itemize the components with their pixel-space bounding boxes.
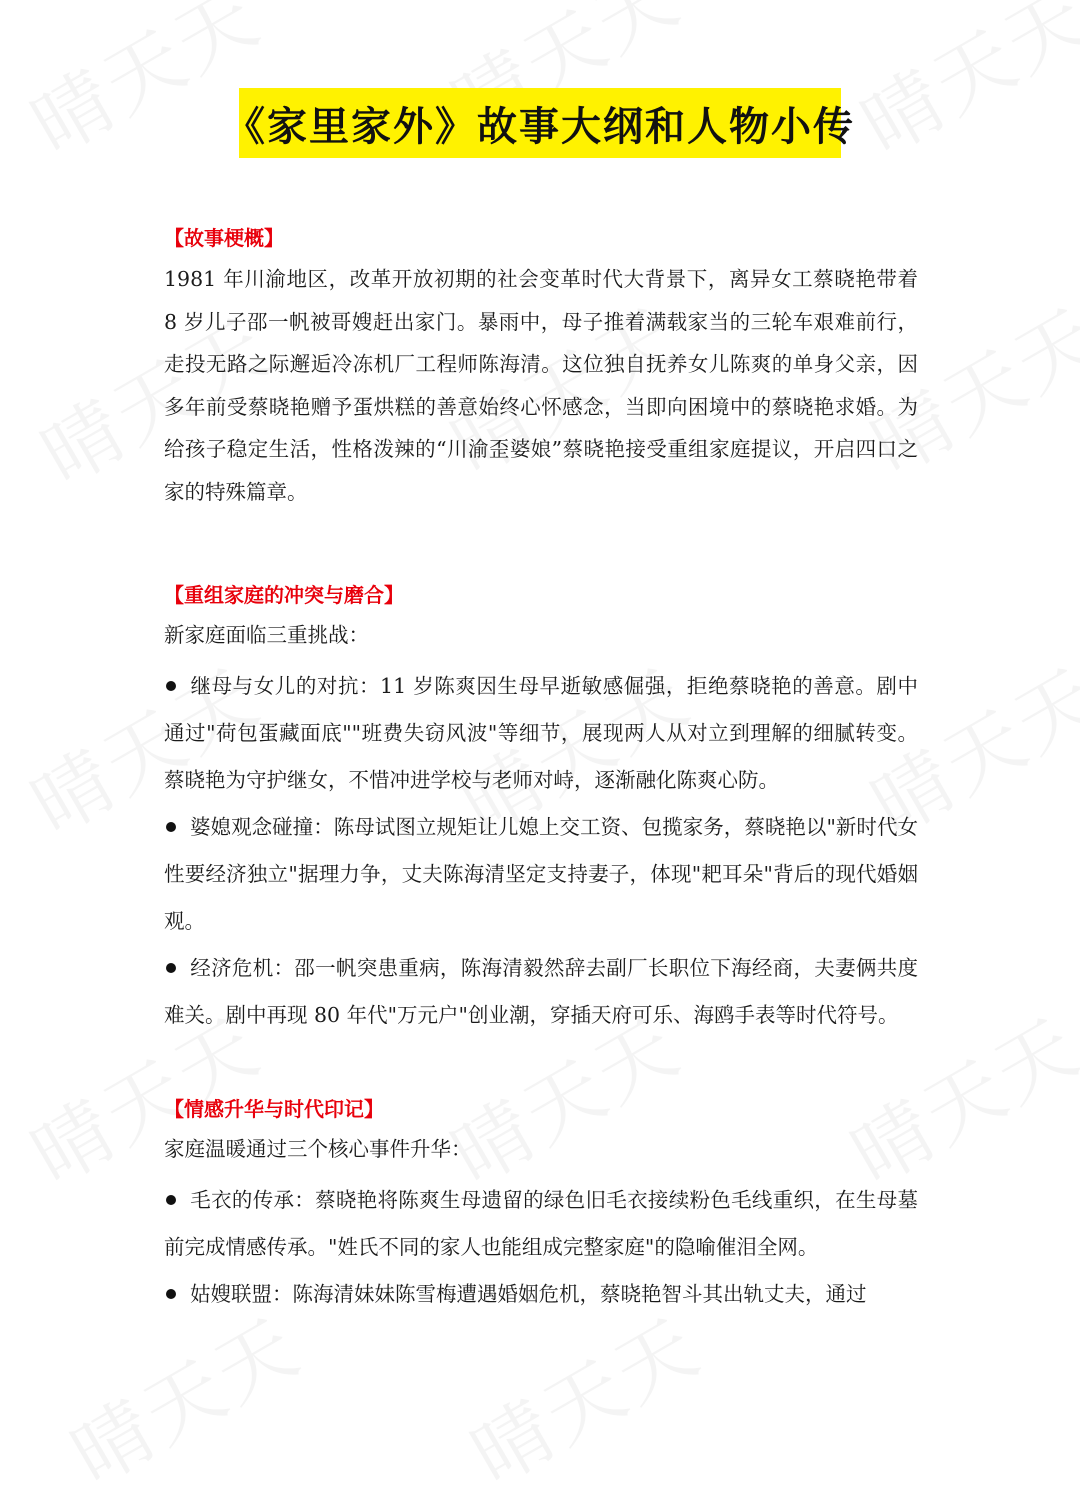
watermark-text	[48, 1286, 317, 1506]
section-heading: 【重组家庭的冲突与磨合】	[164, 583, 404, 607]
watermark-text	[838, 0, 1080, 176]
list-item-text: 经济危机：邵一帆突患重病，陈海清毅然辞去副厂长职位下海经商，夫妻俩共度难关。剧中再现 80 年代"万元户"创业潮，穿插天府可乐、海鸥手表等时代符号。	[164, 956, 918, 1027]
page-title: 《家里家外》故事大纲和人物小传	[225, 102, 855, 150]
list-item-text: 姑嫂联盟：陈海清妹妹陈雪梅遭遇婚姻危机，蔡晓艳智斗其出轨丈夫，通过	[190, 1282, 867, 1306]
list-item-text: 毛衣的传承：蔡晓艳将陈爽生母遗留的绿色旧毛衣接续粉色毛线重织，在生母墓前完成情感传承。"姓氏不同的家人也能组成完整家庭"的隐喻催泪全网。	[164, 1188, 918, 1259]
list-item	[164, 1177, 918, 1271]
section-heading: 【故事梗概】	[164, 226, 284, 250]
section-emotional-era	[164, 1089, 918, 1318]
bullet-dot	[166, 681, 176, 691]
section-family-conflict	[164, 575, 918, 1039]
bullet-dot	[166, 963, 176, 973]
list-item	[164, 945, 918, 1039]
section-intro: 新家庭面临三重挑战：	[164, 623, 369, 647]
title-banner	[225, 88, 855, 158]
list-item	[164, 663, 918, 804]
bullet-dot	[166, 1289, 176, 1299]
bullet-dot	[166, 1195, 176, 1205]
list-item	[164, 804, 918, 945]
section-story-summary	[164, 218, 918, 513]
bullet-list	[164, 663, 918, 1039]
bullet-list	[164, 1177, 918, 1318]
section-intro: 家庭温暖通过三个核心事件升华：	[164, 1137, 472, 1161]
section-heading: 【情感升华与时代印记】	[164, 1097, 384, 1121]
bullet-dot	[166, 822, 176, 832]
document-body	[164, 218, 918, 1318]
list-item-text: 继母与女儿的对抗：11 岁陈爽因生母早逝敏感倔强，拒绝蔡晓艳的善意。剧中通过"荷包蛋藏面底""班费失窃风波"等细节，展现两人从对立到理解的细腻转变。蔡晓艳为守护继女，不惜冲进学校与老师对峙，逐渐融化陈爽心防。	[164, 674, 918, 792]
list-item-text: 婆媳观念碰撞：陈母试图立规矩让儿媳上交工资、包揽家务，蔡晓艳以"新时代女性要经济独立"据理力争，丈夫陈海清坚定支持妻子，体现"耙耳朵"背后的现代婚姻观。	[164, 815, 918, 933]
watermark-text	[448, 1286, 717, 1506]
section-paragraph: 1981 年川渝地区，改革开放初期的社会变革时代大背景下，离异女工蔡晓艳带着 8 岁儿子邵一帆被哥嫂赶出家门。暴雨中，母子推着满载家当的三轮车艰难前行，走投无路之际邂逅冷冻机厂工程师陈海清。这位独自抚养女儿陈爽的单身父亲，因多年前受蔡晓艳赠予蛋烘糕的善意始终心怀感念，当即向困境中的蔡晓艳求婚。为给孩子稳定生活，性格泼辣的“川渝歪婆娘”蔡晓艳接受重组家庭提议，开启四口之家的特殊篇章。	[164, 267, 918, 504]
list-item	[164, 1271, 918, 1318]
